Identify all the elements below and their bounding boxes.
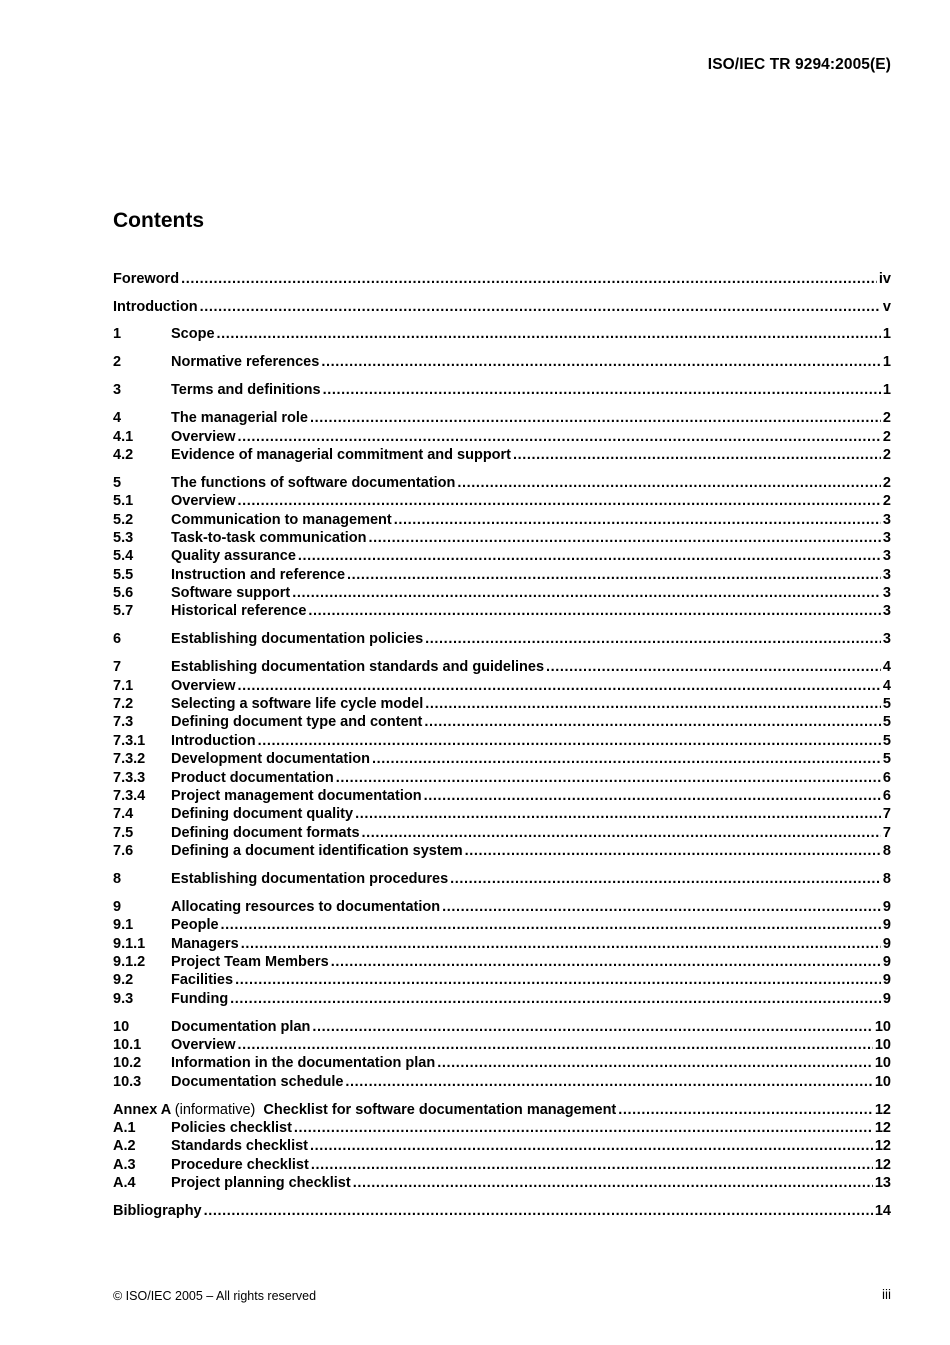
toc-entry-number: 2 [113,354,122,370]
toc-entry-page: 12 [874,1120,891,1136]
toc-entry-title: Overview [171,678,236,694]
toc-entry-number: 7.3.2 [113,751,146,767]
toc-entry-page: 2 [882,475,891,491]
toc-entry-title: The managerial role [171,410,308,426]
toc-entry-4[interactable] [113,409,891,427]
toc-entry-4-1[interactable] [113,428,891,446]
toc-entry-9-1-2[interactable] [113,953,891,971]
toc-entry-page: 3 [882,548,891,564]
toc-entry-title: Information in the documentation plan [171,1055,436,1071]
toc-entry-number: 5.3 [113,530,134,546]
toc-entry-page: 2 [882,493,891,509]
toc-entry-title: Defining document formats [171,825,360,841]
toc-entry-5-7[interactable] [113,602,891,620]
toc-entry-number: 7.3.4 [113,788,146,804]
toc-entry-title: Project Team Members [171,954,329,970]
toc-entry-title: Checklist for software documentation management [263,1102,617,1118]
toc-entry-7-2[interactable] [113,695,891,713]
toc-entry-10-2[interactable] [113,1054,891,1072]
toc-entry-title: Defining document type and content [171,714,423,730]
toc-entry-page: 10 [874,1055,891,1071]
toc-entry-a-4[interactable] [113,1174,891,1192]
toc-entry-number: 9.3 [113,991,134,1007]
toc-entry-page: 3 [882,631,891,647]
toc-entry-7-1[interactable] [113,677,891,695]
toc-entry-annex-a[interactable] [113,1101,891,1119]
toc-entry-page: 10 [874,1037,891,1053]
toc-entry-page: 10 [874,1074,891,1090]
toc-entry-page: iv [878,271,891,287]
toc-entry-page: 9 [882,899,891,915]
toc-entry-page: 13 [874,1175,891,1191]
toc-entry-5-6[interactable] [113,584,891,602]
toc-entry-number: 10 [113,1019,130,1035]
toc-entry-5-2[interactable] [113,511,891,529]
toc-entry-title: Defining a document identification system [171,843,463,859]
toc-entry-page: 9 [882,991,891,1007]
toc-entry-page: 3 [882,567,891,583]
toc-entry-page: 1 [882,326,891,342]
toc-entry-page: 8 [882,843,891,859]
toc-entry-5-3[interactable] [113,529,891,547]
toc-entry-number: A.1 [113,1120,136,1136]
toc-entry-number: 9.1.2 [113,954,146,970]
toc-entry-introduction[interactable] [113,298,891,316]
toc-entry-7[interactable] [113,658,891,676]
toc-entry-page: 5 [882,733,891,749]
toc-entry-number: 10.3 [113,1074,142,1090]
toc-entry-number: 5.2 [113,512,134,528]
toc-entry-number: 4.2 [113,447,134,463]
toc-entry-7-3-2[interactable] [113,750,891,768]
toc-entry-title: Historical reference [171,603,307,619]
toc-entry-title: The functions of software documentation [171,475,456,491]
toc-entry-number: 7 [113,659,122,675]
toc-entry-page: 6 [882,788,891,804]
toc-entry-number: 7.1 [113,678,134,694]
toc-entry-number: 10.1 [113,1037,142,1053]
toc-entry-page: 8 [882,871,891,887]
toc-entry-title: Overview [171,429,236,445]
toc-entry-page: 14 [874,1203,891,1219]
toc-entry-5[interactable] [113,474,891,492]
toc-entry-7-5[interactable] [113,824,891,842]
annex-type: (informative) [174,1102,256,1118]
toc-entry-number: 5.4 [113,548,134,564]
toc-entry-title: Documentation schedule [171,1074,344,1090]
toc-entry-7-6[interactable] [113,842,891,860]
toc-entry-a-1[interactable] [113,1119,891,1137]
toc-entry-7-4[interactable] [113,805,891,823]
toc-entry-page: 12 [874,1157,891,1173]
page-title: Contents [113,209,204,232]
toc-entry-page: 2 [882,410,891,426]
toc-entry-title: Instruction and reference [171,567,346,583]
annex-label: Annex A (informative) [113,1102,256,1118]
toc-entry-number: 7.3.1 [113,733,146,749]
toc-entry-title: Task-to-task communication [171,530,367,546]
toc-entry-title: Selecting a software life cycle model [171,696,424,712]
toc-entry-10-1[interactable] [113,1036,891,1054]
toc-entry-number: A.2 [113,1138,136,1154]
toc-entry-number: 7.3 [113,714,134,730]
toc-entry-page: 3 [882,585,891,601]
toc-entry-page: 2 [882,447,891,463]
toc-entry-title: Documentation plan [171,1019,311,1035]
toc-entry-7-3-4[interactable] [113,787,891,805]
toc-entry-a-2[interactable] [113,1137,891,1155]
toc-entry-title: Terms and definitions [171,382,321,398]
toc-entry-number: 4 [113,410,122,426]
toc-entry-number: 6 [113,631,122,647]
toc-entry-page: 7 [882,806,891,822]
toc-entry-number: 7.5 [113,825,134,841]
toc-entry-page: 9 [882,954,891,970]
toc-entry-number: 9.2 [113,972,134,988]
toc-entry-6[interactable] [113,630,891,648]
toc-entry-page: 9 [882,917,891,933]
toc-entry-page: v [882,299,891,315]
toc-entry-page: 7 [882,825,891,841]
toc-entry-title: Funding [171,991,229,1007]
toc-entry-title: Overview [171,1037,236,1053]
toc-entry-9-1-1[interactable] [113,935,891,953]
toc-entry-title: Establishing documentation policies [171,631,424,647]
toc-entry-number: 9 [113,899,122,915]
toc-entry-10-3[interactable] [113,1073,891,1091]
toc-entry-number: 5.7 [113,603,134,619]
toc-entry-page: 2 [882,429,891,445]
toc-entry-number: 7.4 [113,806,134,822]
toc-entry-title: Establishing documentation procedures [171,871,449,887]
toc-entry-title: Foreword [113,271,180,287]
document-id: ISO/IEC TR 9294:2005(E) [707,56,891,73]
toc-entry-page: 4 [882,659,891,675]
toc-entry-number: 10.2 [113,1055,142,1071]
toc-entry-title: Project management documentation [171,788,422,804]
toc-entry-10[interactable] [113,1018,891,1036]
toc-entry-page: 3 [882,530,891,546]
toc-entry-number: 7.6 [113,843,134,859]
toc-entry-page: 10 [874,1019,891,1035]
toc-entry-page: 5 [882,696,891,712]
toc-entry-title: Normative references [171,354,320,370]
toc-entry-5-5[interactable] [113,566,891,584]
toc-entry-title: Standards checklist [171,1138,308,1154]
toc-entry-title: People [171,917,219,933]
toc-entry-title: Bibliography [113,1203,202,1219]
toc-entry-8[interactable] [113,870,891,888]
toc-entry-title: Managers [171,936,239,952]
toc-entry-number: 7.2 [113,696,134,712]
toc-entry-number: 5.6 [113,585,134,601]
toc-entry-foreword[interactable] [113,270,891,288]
toc-entry-9[interactable] [113,898,891,916]
toc-entry-7-3[interactable] [113,713,891,731]
toc-entry-title: Procedure checklist [171,1157,309,1173]
toc-entry-title: Facilities [171,972,234,988]
toc-entry-page: 12 [874,1102,891,1118]
toc-entry-title: Establishing documentation standards and guidelines [171,659,545,675]
toc-entry-title: Development documentation [171,751,370,767]
toc-entry-number: 9.1.1 [113,936,146,952]
toc-entry-number: 9.1 [113,917,134,933]
toc-entry-title: Quality assurance [171,548,296,564]
toc-entry-5-4[interactable] [113,547,891,565]
toc-entry-page: 1 [882,354,891,370]
toc-entry-9-3[interactable] [113,990,891,1008]
toc-entry-9-1[interactable] [113,916,891,934]
toc-entry-page: 9 [882,936,891,952]
toc-entry-title: Product documentation [171,770,334,786]
toc-entry-page: 9 [882,972,891,988]
toc-entry-page: 5 [882,751,891,767]
toc-entry-title: Policies checklist [171,1120,292,1136]
toc-entry-1[interactable] [113,325,891,343]
toc-entry-page: 3 [882,512,891,528]
footer-page-number: iii [882,1287,891,1302]
toc-entry-title: Scope [171,326,215,342]
toc-entry-number: 5 [113,475,122,491]
toc-entry-number: 7.3.3 [113,770,146,786]
toc-entry-page: 3 [882,603,891,619]
toc-entry-3[interactable] [113,381,891,399]
toc-entry-title: Defining document quality [171,806,354,822]
toc-entry-page: 5 [882,714,891,730]
toc-entry-number: A.4 [113,1175,136,1191]
toc-entry-number: 4.1 [113,429,134,445]
toc-entry-page: 12 [874,1138,891,1154]
toc-entry-title: Allocating resources to documentation [171,899,441,915]
toc-entry-title: Software support [171,585,291,601]
toc-entry-title: Evidence of managerial commitment and support [171,447,512,463]
toc-entry-title: Overview [171,493,236,509]
toc-entry-page: 6 [882,770,891,786]
toc-entry-number: 5.1 [113,493,134,509]
toc-entry-2[interactable] [113,353,891,371]
toc-entry-7-3-3[interactable] [113,769,891,787]
toc-entry-5-1[interactable] [113,492,891,510]
toc-entry-7-3-1[interactable] [113,732,891,750]
footer-copyright: © ISO/IEC 2005 – All rights reserved [113,1289,317,1303]
toc-entry-bibliography[interactable] [113,1202,891,1220]
toc-entry-page: 4 [882,678,891,694]
toc-entry-title: Project planning checklist [171,1175,351,1191]
toc-entry-9-2[interactable] [113,971,891,989]
toc-entry-number: 1 [113,326,122,342]
toc-entry-title: Introduction [171,733,256,749]
toc-entry-number: 5.5 [113,567,134,583]
toc-entry-a-3[interactable] [113,1156,891,1174]
toc-entry-title: Communication to management [171,512,392,528]
toc-entry-4-2[interactable] [113,446,891,464]
toc-entry-title: Introduction [113,299,198,315]
toc-entry-page: 1 [882,382,891,398]
toc-entry-number: 8 [113,871,122,887]
toc-entry-number: A.3 [113,1157,136,1173]
toc-entry-number: 3 [113,382,122,398]
